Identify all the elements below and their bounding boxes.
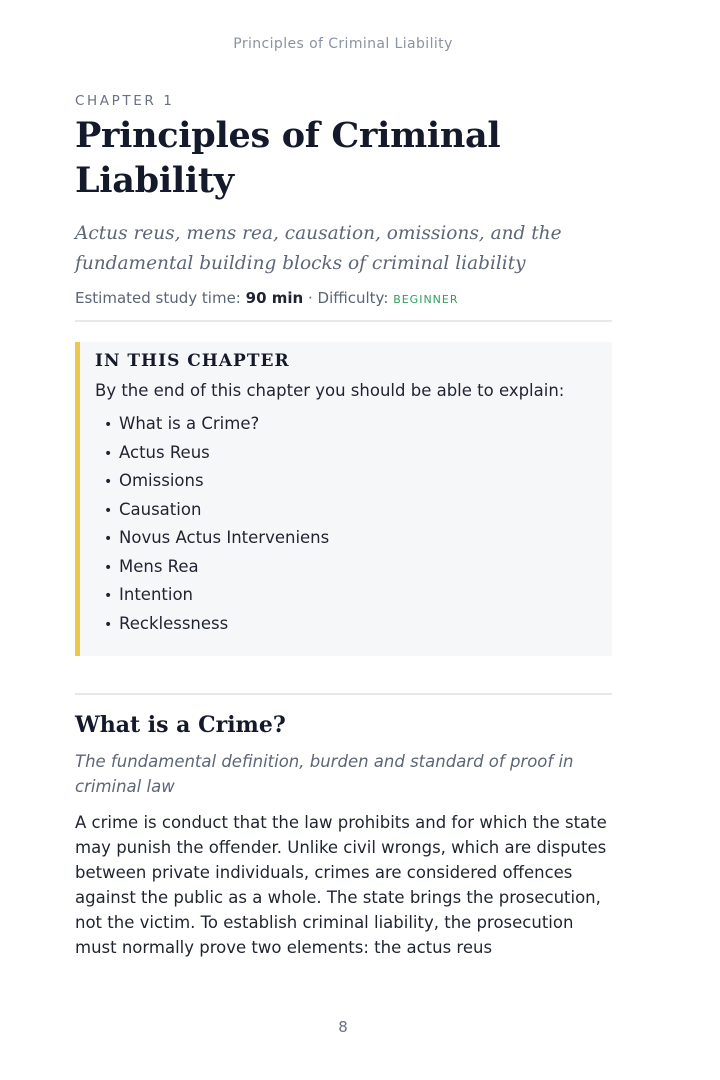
divider — [75, 693, 612, 695]
list-item — [104, 524, 329, 553]
section-title: What is a Crime? — [75, 712, 286, 738]
objective-label: Recklessness — [119, 613, 229, 633]
study-time-label: Estimated study time: — [75, 289, 241, 307]
list-item — [104, 496, 329, 525]
meta-separator: · — [307, 289, 313, 307]
running-header: Principles of Criminal Liability — [233, 36, 453, 52]
objective-label: Mens Rea — [119, 556, 199, 576]
chapter-subtitle: Actus reus, mens rea, causation, omissions, and the fundamental building blocks of criminal liability — [75, 223, 562, 274]
bullet-icon: • — [104, 616, 113, 633]
objectives-list — [104, 410, 329, 638]
bullet-icon: • — [104, 417, 113, 433]
study-time-value: 90 min — [245, 289, 304, 307]
difficulty-badge: BEGINNER — [393, 293, 459, 306]
list-item — [104, 410, 329, 439]
objective-label: What is a Crime? — [119, 414, 260, 433]
page-number: 8 — [338, 1018, 348, 1036]
list-item — [104, 610, 329, 639]
list-item — [104, 439, 329, 468]
section-body: A crime is conduct that the law prohibits and for which the state may punish the offender. Unlike civil wrongs, which are disputes between private individuals, crimes are considered offences against the public as a whole. The state brings the prosecution, not the victim. To establish criminal liability, the prosecution must normally prove two elements: the actus reus — [75, 813, 607, 957]
chapter-title: Principles of Criminal Liability — [75, 115, 501, 201]
objective-label: Causation — [119, 499, 202, 519]
objective-label: Novus Actus Interveniens — [119, 528, 330, 547]
callout-heading: IN THIS CHAPTER — [95, 351, 290, 371]
chapter-objectives-callout — [75, 342, 612, 656]
divider — [75, 320, 612, 322]
bullet-icon: • — [104, 588, 113, 604]
objective-label: Omissions — [119, 471, 204, 490]
list-item — [104, 467, 329, 496]
list-item — [104, 553, 329, 582]
difficulty-label: Difficulty: — [317, 289, 389, 307]
list-item — [104, 581, 329, 610]
objective-label: Intention — [119, 585, 194, 604]
objective-label: Actus Reus — [119, 442, 210, 462]
bullet-icon: • — [104, 445, 113, 462]
callout-intro: By the end of this chapter you should be able to explain: — [95, 381, 565, 400]
bullet-icon: • — [104, 474, 113, 490]
study-meta — [75, 289, 459, 307]
bullet-icon: • — [104, 559, 113, 576]
bullet-icon: • — [104, 502, 113, 519]
section-subtitle: The fundamental definition, burden and standard of proof in criminal law — [75, 752, 574, 796]
chapter-label: CHAPTER 1 — [75, 93, 175, 109]
bullet-icon: • — [104, 531, 113, 547]
